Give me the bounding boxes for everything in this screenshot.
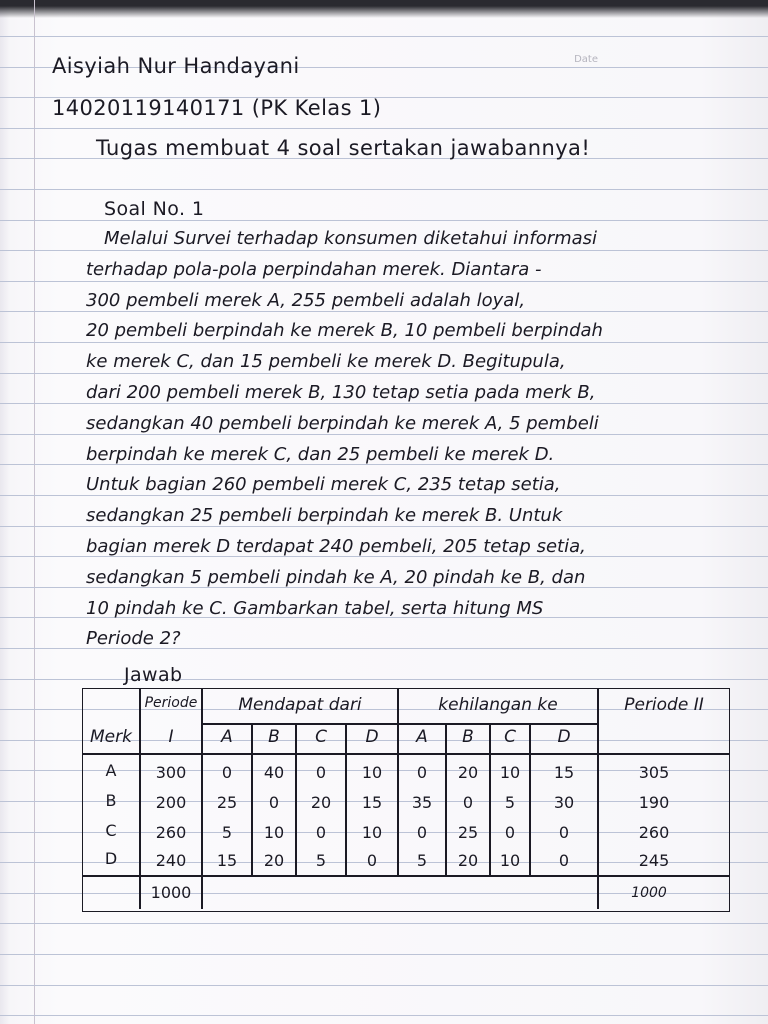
header-kehilangan-ke: kehilangan ke [438,695,558,715]
row-d-gain-b: 20 [263,851,285,870]
question-line: 300 pembeli merek A, 255 pembeli adalah loyal, [86,289,526,311]
gain-col-b: B [268,727,280,747]
row-b-gain-d: 15 [361,793,383,812]
gain-col-c: C [315,727,327,747]
header-periode1-bottom: I [168,727,174,747]
question-line: sedangkan 5 pembeli pindah ke A, 20 pindah ke B, dan [86,566,586,588]
row-d-loss-b: 20 [457,851,479,870]
row-a-loss-c: 10 [499,763,521,782]
row-d-p2: 245 [638,851,670,870]
ruled-line [0,189,768,190]
row-a-gain-b: 40 [263,763,285,782]
row-c-loss-b: 25 [457,823,479,842]
question-line: berpindah ke merek C, dan 25 pembeli ke merek D. [86,443,555,465]
row-a-gain-d: 10 [361,763,383,782]
table-hline [83,875,729,877]
row-c-gain-a: 5 [221,823,233,842]
date-label: Date [574,54,598,65]
row-b-p2: 190 [638,793,670,812]
loss-col-b: B [462,727,474,747]
total-p2: 1000 [631,885,667,901]
ruled-line [0,311,768,312]
row-d-gain-d: 0 [366,851,378,870]
loss-col-d: D [557,727,571,747]
row-a-p2: 305 [638,763,670,782]
row-c-p1: 260 [155,823,187,842]
assignment-instruction: Tugas membuat 4 soal sertakan jawabannya! [96,136,591,160]
ruled-line [0,128,768,129]
ruled-line [0,1015,768,1016]
row-b-loss-a: 35 [411,793,433,812]
header-periode2: Periode II [624,695,704,715]
ruled-line [0,36,768,37]
row-c-loss-c: 0 [504,823,516,842]
row-a-loss-a: 0 [416,763,428,782]
student-id-class: 14020119140171 (PK Kelas 1) [52,96,382,120]
margin-line [34,0,35,1024]
row-a-gain-a: 0 [221,763,233,782]
question-line: bagian merek D terdapat 240 pembeli, 205 tetap setia, [86,536,586,557]
question-line: Periode 2? [86,628,181,650]
row-d-merk: D [104,849,118,868]
row-c-p2: 260 [638,823,670,842]
ruled-line [0,342,768,343]
row-b-gain-b: 0 [268,793,280,812]
ruled-line [0,250,768,251]
row-a-merk: A [105,761,117,780]
gain-col-d: D [365,727,379,747]
row-a-loss-b: 20 [457,763,479,782]
row-b-p1: 200 [155,793,187,812]
row-d-p1: 240 [155,851,187,870]
student-name: Aisyiah Nur Handayani [52,54,300,78]
loss-col-c: C [504,727,516,747]
question-line: Melalui Survei terhadap konsumen diketahui informasi [104,228,598,249]
row-b-gain-c: 20 [310,793,332,812]
row-c-gain-c: 0 [315,823,327,842]
question-line: 10 pindah ke C. Gambarkan tabel, serta hitung MS [86,597,544,619]
gain-col-a: A [221,727,233,747]
ruled-line [0,434,768,435]
ruled-line [0,403,768,404]
table-vline [397,689,399,875]
row-d-gain-c: 5 [315,851,327,870]
row-c-loss-a: 0 [416,823,428,842]
row-c-gain-b: 10 [263,823,285,842]
question-line: 20 pembeli berpindah ke merek B, 10 pembeli berpindah [86,320,603,342]
question-line: terhadap pola-pola perpindahan merek. Diantara - [86,258,542,280]
table-hline [83,753,729,755]
question-line: dari 200 pembeli merek B, 130 tetap setia pada merk B, [86,382,596,403]
brand-switching-table [82,688,730,912]
row-b-loss-b: 0 [462,793,474,812]
question-line: sedangkan 40 pembeli berpindah ke merek A, 5 pembeli [86,412,599,434]
question-line: ke merek C, dan 15 pembeli ke merek D. Begitupula, [86,351,566,373]
row-c-merk: C [105,821,117,840]
row-c-gain-d: 10 [361,823,383,842]
loss-col-a: A [416,727,428,747]
ruled-line [0,281,768,282]
row-d-loss-a: 5 [416,851,428,870]
ruled-line [0,220,768,221]
ruled-line [0,679,768,680]
row-d-gain-a: 15 [216,851,238,870]
header-periode1-top: Periode [144,695,198,711]
row-d-loss-c: 10 [499,851,521,870]
ruled-line [0,373,768,374]
row-a-loss-d: 15 [553,763,575,782]
row-d-loss-d: 0 [558,851,570,870]
question-line: Untuk bagian 260 pembeli merek C, 235 tetap setia, [86,474,561,496]
row-b-loss-d: 30 [553,793,575,812]
ruled-line [0,923,768,924]
row-b-loss-c: 5 [504,793,516,812]
row-a-p1: 300 [155,763,187,782]
question-title: Soal No. 1 [104,198,205,220]
page-top-edge [0,0,768,18]
ruled-line [0,954,768,955]
table-hline [201,723,597,725]
row-b-merk: B [105,791,117,810]
row-c-loss-d: 0 [558,823,570,842]
row-a-gain-c: 0 [315,763,327,782]
answer-label: Jawab [124,664,183,686]
row-b-gain-a: 25 [216,793,238,812]
header-merk: Merk [90,727,132,747]
header-mendapat-dari: Mendapat dari [238,695,362,715]
question-line: sedangkan 25 pembeli berpindah ke merek B. Untuk [86,505,563,527]
total-p1: 1000 [150,883,192,902]
ruled-line [0,985,768,986]
